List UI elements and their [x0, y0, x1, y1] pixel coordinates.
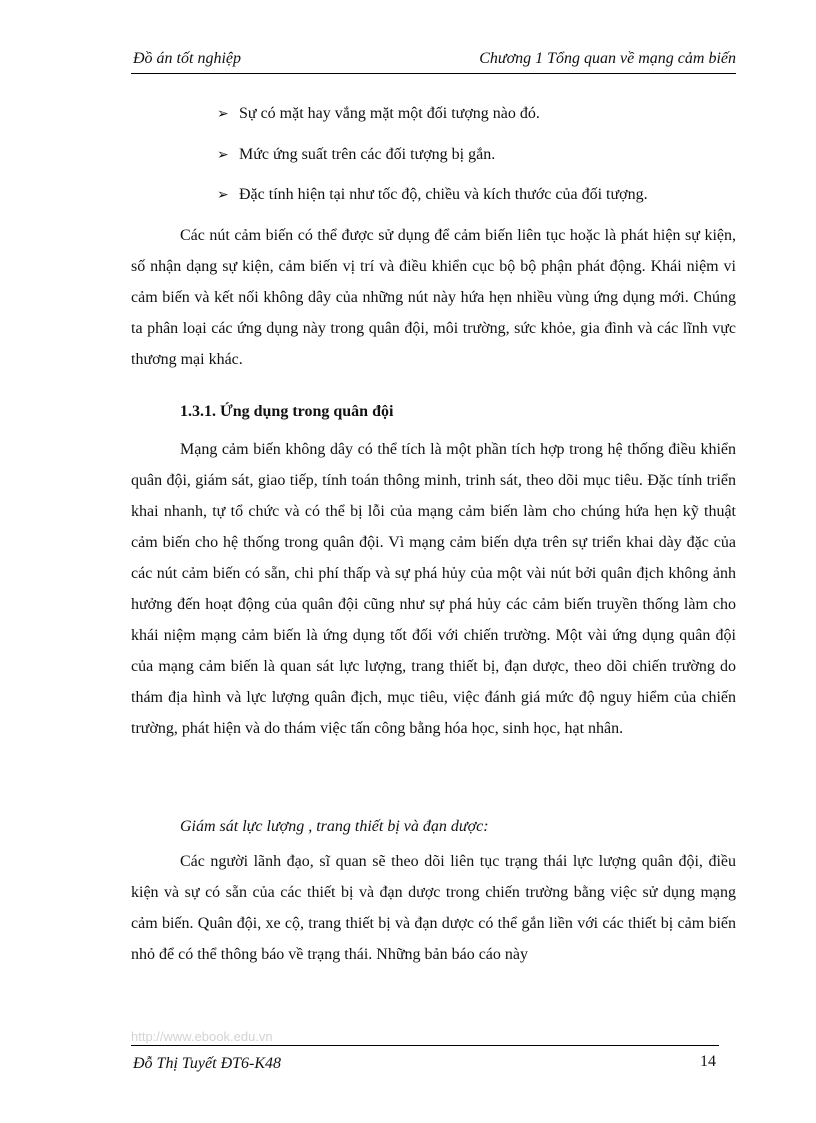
page-number: 14 — [700, 1053, 716, 1070]
bullet-text: Đặc tính hiện tại như tốc độ, chiều và kích thước của đối tượng. — [239, 186, 648, 203]
paragraph-military: Mạng cảm biến không dây có thể tích là một phần tích hợp trong hệ thống điều khiển quân đội, giám sát, giao tiếp, tính toán thông minh, trinh sát, theo dõi mục tiêu. Đặc tính triển khai nhanh, tự tổ chức và có thể bị lỗi của mạng cảm biến làm cho chúng hứa hẹn kỹ thuật cảm biến cho hệ thống trong quân đội. Vì mạng cảm biến dựa trên sự triển khai dày đặc của các nút cảm biến có sẵn, chi phí thấp và sự phá hủy của một vài nút bởi quân địch không ảnh hưởng đến hoạt động của quân đội cũng như sự phá hủy các cảm biến truyền thống làm cho khái niệm mạng cảm biến là ứng dụng tốt đối với chiến trường. Một vài ứng dụng quân đội của mạng cảm biến là quan sát lực lượng, trang thiết bị, đạn dược, theo dõi chiến trường do thám địa hình và lực lượng quân địch, mục tiêu, việc đánh giá mức độ nguy hiểm của chiến trường, phát hiện và do thám việc tấn công bằng hóa học, sinh học, hạt nhân. — [131, 441, 736, 737]
bullet-item — [217, 185, 648, 206]
header-divider — [131, 73, 736, 74]
footer-author: Đỗ Thị Tuyết ĐT6-K48 — [133, 1055, 282, 1072]
subheading: Giám sát lực lượng , trang thiết bị và đạn dược: — [180, 818, 489, 835]
paragraph-monitoring: Các người lãnh đạo, sĩ quan sẽ theo dõi liên tục trạng thái lực lượng quân đội, điều kiện và sự có sẵn của các thiết bị và đạn dược trong chiến trường bằng việc sử dụng mạng cảm biến. Quân đội, xe cộ, trang thiết bị và đạn dược có thể gắn liền với các thiết bị cảm biến nhỏ để có thể thông báo về trạng thái. Những bản báo cáo này — [131, 853, 736, 963]
arrow-bullet-icon: ➢ — [217, 148, 229, 163]
header-chapter-title: Chương 1 Tổng quan về mạng cảm biến — [479, 50, 736, 67]
bullet-item — [217, 145, 495, 166]
header-document-title: Đồ án tốt nghiệp — [133, 50, 241, 67]
bullet-text: Sự có mặt hay vắng mặt một đối tượng nào đó. — [239, 105, 540, 122]
footer-divider — [131, 1045, 719, 1046]
paragraph-intro: Các nút cảm biến có thể được sử dụng để cảm biến liên tục hoặc là phát hiện sự kiện, số nhận dạng sự kiện, cảm biến vị trí và điều khiển cục bộ bộ phận phát động. Khái niệm vi cảm biến và kết nối không dây của những nút này hứa hẹn nhiều vùng ứng dụng mới. Chúng ta phân loại các ứng dụng này trong quân đội, môi trường, sức khỏe, gia đình và các lĩnh vực thương mại khác. — [131, 227, 736, 368]
watermark-url: http://www.ebook.edu.vn — [131, 1029, 273, 1044]
bullet-text: Mức ứng suất trên các đối tượng bị gắn. — [239, 146, 496, 163]
section-heading: 1.3.1. Ứng dụng trong quân đội — [180, 403, 394, 420]
arrow-bullet-icon: ➢ — [217, 188, 229, 203]
bullet-item — [217, 104, 540, 125]
page-header — [133, 50, 736, 74]
arrow-bullet-icon: ➢ — [217, 107, 229, 122]
